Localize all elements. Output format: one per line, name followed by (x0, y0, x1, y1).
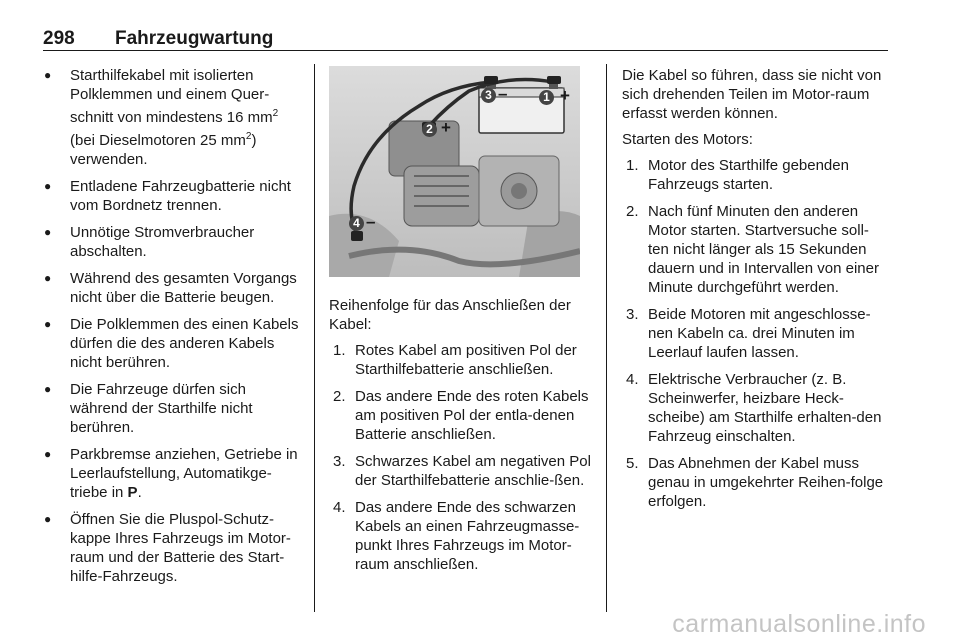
list-item: 3. Schwarzes Kabel am negativen Pol der Starthilfebatterie anschlie-ßen. (333, 453, 591, 489)
engine-start-steps (622, 156, 888, 511)
list-item: ● Unnötige Stromverbraucher abschalten. (44, 223, 306, 261)
callout-3: 3 – (481, 84, 507, 105)
cable-routing-note: Die Kabel so führen, dass sie nicht von sich drehenden Teilen im Motor-raum erfasst werden können. (622, 67, 882, 122)
list-item: ● Öffnen Sie die Pluspol-Schutz-kappe Ihres Fahrzeugs im Motor-raum und der Batterie des Start-hilfe-Fahrzeugs. (44, 510, 306, 586)
page-number: 298 (43, 28, 75, 49)
header-rule (43, 50, 888, 51)
list-item: 4. Elektrische Verbraucher (z. B. Scheinwerfer, heizbare Heck-scheibe) am Starthilfe erhalten-den Fahrzeug einschalten. (626, 371, 882, 445)
page-header (43, 28, 888, 52)
watermark: carmanualsonline.info (672, 610, 926, 638)
list-item: ● Während des gesamten Vorgangs nicht über die Batterie beugen. (44, 269, 306, 307)
list-item: ● Parkbremse anziehen, Getriebe in Leerlaufstellung, Automatikge-triebe in P. (44, 445, 306, 502)
callout-4: 4 – (349, 212, 375, 233)
list-item: 1. Rotes Kabel am positiven Pol der Starthilfebatterie anschließen. (333, 342, 577, 378)
list-item: ● Starthilfekabel mit isolierten Polklemmen und einem Quer-schnitt von mindestens 16 $mm^2$ (bei Dieselmotoren 25 $mm^2$) verwenden. (44, 66, 306, 169)
column-divider-2 (606, 64, 607, 612)
callout-2: 2 + (422, 118, 451, 139)
list-item: ● Entladene Fahrzeugbatterie nicht vom Bordnetz trennen. (44, 177, 306, 215)
list-item: ● Die Fahrzeuge dürfen sich während der Starthilfe nicht berühren. (44, 380, 306, 437)
list-item: 3. Beide Motoren mit angeschlosse-nen Kabeln ca. drei Minuten im Leerlauf laufen lassen. (626, 306, 871, 361)
illustration-callouts (329, 66, 580, 277)
callout-1: 1 + (539, 86, 570, 107)
connection-steps (329, 341, 591, 574)
column-middle (329, 66, 591, 582)
list-item: 2. Das andere Ende des roten Kabels am positiven Pol der entla-denen Batterie anschließen. (333, 388, 589, 443)
connection-intro: Reihenfolge für das Anschließen der Kabel: (329, 297, 571, 333)
list-item: 4. Das andere Ende des schwarzen Kabels an einen Fahrzeugmasse-punkt Ihres Fahrzeugs im Motor-raum anschließen. (333, 499, 580, 573)
engine-start-heading: Starten des Motors: (622, 131, 753, 148)
list-item: 2. Nach fünf Minuten den anderen Motor starten. Startversuche soll-ten nicht länger als 15 Sekunden dauern und in Intervallen von einer Minute durchgeführt werden. (626, 203, 879, 296)
list-item: ● Die Polklemmen des einen Kabels dürfen die des anderen Kabels nicht berühren. (44, 315, 306, 372)
list-item: 1. Motor des Starthilfe gebenden Fahrzeugs starten. (626, 157, 849, 193)
column-right (622, 66, 888, 519)
list-item: 5. Das Abnehmen der Kabel muss genau in umgekehrter Reihen-folge erfolgen. (626, 455, 884, 510)
column-left (44, 66, 306, 594)
precaution-list (44, 66, 306, 586)
chapter-title: Fahrzeugwartung (115, 28, 274, 49)
column-divider-1 (314, 64, 315, 612)
